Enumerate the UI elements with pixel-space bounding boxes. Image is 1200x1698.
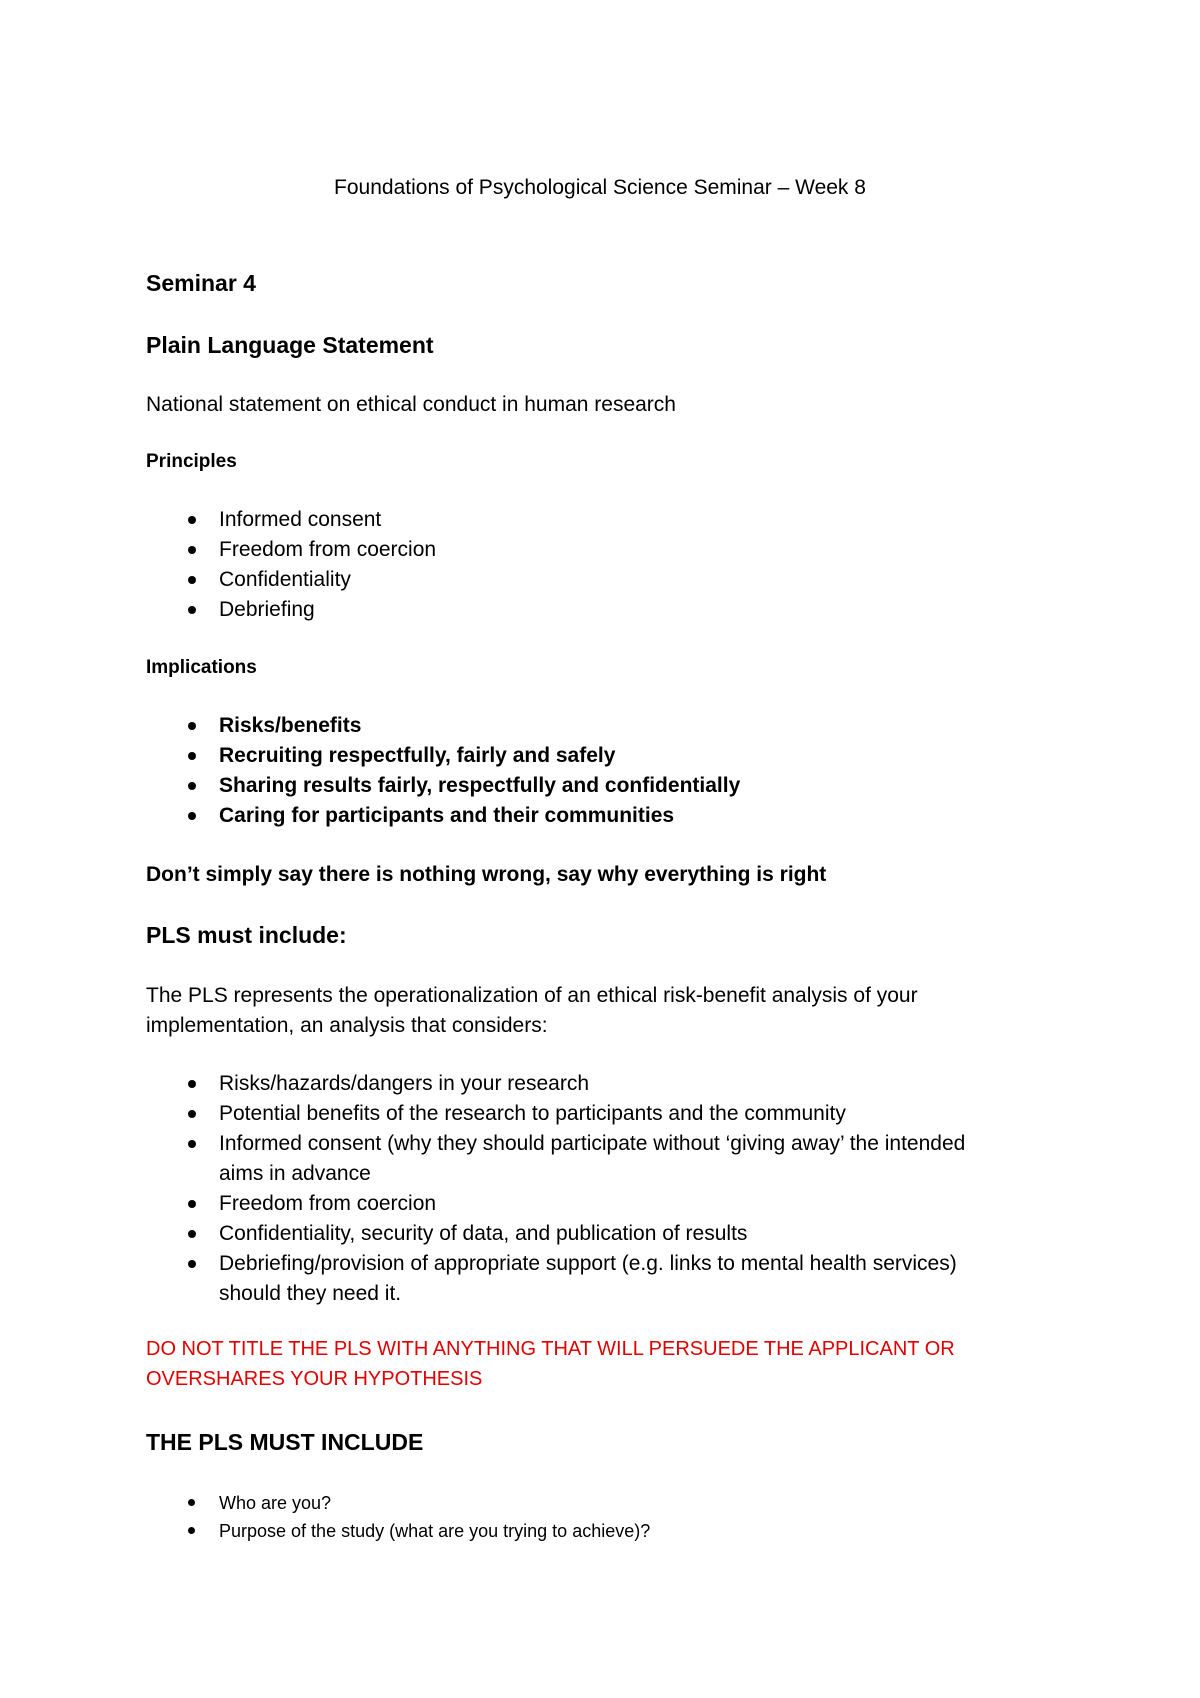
bullet-icon bbox=[188, 546, 196, 554]
seminar-heading: Seminar 4 bbox=[146, 270, 256, 296]
list-item-text: Recruiting respectfully, fairly and safely bbox=[219, 744, 616, 767]
list-item-text: Informed consent bbox=[219, 508, 382, 531]
document-title: Foundations of Psychological Science Seminar – Week 8 bbox=[334, 176, 866, 199]
list-item bbox=[146, 565, 436, 595]
bullet-icon bbox=[188, 722, 196, 730]
must-include-list bbox=[146, 1489, 650, 1545]
list-item-text: Who are you? bbox=[219, 1493, 332, 1513]
list-item-text-continued: should they need it. bbox=[219, 1282, 402, 1305]
bullet-icon bbox=[188, 752, 196, 760]
bullet-icon bbox=[188, 1230, 196, 1238]
list-item bbox=[146, 1189, 965, 1219]
list-item-text: Caring for participants and their communities bbox=[219, 804, 675, 827]
pls-represents-line-1: The PLS represents the operationalization of an ethical risk-benefit analysis of your bbox=[146, 984, 918, 1007]
plain-language-statement-heading: Plain Language Statement bbox=[146, 332, 434, 358]
national-statement-text: National statement on ethical conduct in human research bbox=[146, 393, 676, 416]
list-item bbox=[146, 1517, 650, 1545]
warning-line-1: DO NOT TITLE THE PLS WITH ANYTHING THAT WILL PERSUEDE THE APPLICANT OR bbox=[146, 1338, 955, 1360]
list-item-text-continued: aims in advance bbox=[219, 1162, 371, 1185]
list-item-text: Potential benefits of the research to participants and the community bbox=[219, 1102, 846, 1125]
list-item-text: Debriefing/provision of appropriate support (e.g. links to mental health services) bbox=[219, 1252, 957, 1275]
bullet-icon bbox=[188, 1260, 196, 1268]
list-item bbox=[146, 1249, 965, 1309]
principles-heading: Principles bbox=[146, 451, 237, 472]
bullet-icon bbox=[188, 1140, 196, 1148]
considerations-list bbox=[146, 1069, 965, 1309]
list-item-text: Freedom from coercion bbox=[219, 1192, 437, 1215]
warning-line-2: OVERSHARES YOUR HYPOTHESIS bbox=[146, 1368, 483, 1390]
pls-must-include-heading: PLS must include: bbox=[146, 922, 347, 948]
the-pls-must-include-heading: THE PLS MUST INCLUDE bbox=[146, 1429, 424, 1455]
bullet-icon bbox=[188, 812, 196, 820]
bullet-icon bbox=[188, 782, 196, 790]
bullet-icon bbox=[188, 1200, 196, 1208]
dont-simply-say-text: Don’t simply say there is nothing wrong, say why everything is right bbox=[146, 863, 827, 886]
list-item bbox=[146, 1489, 650, 1517]
list-item-text: Purpose of the study (what are you trying to achieve)? bbox=[219, 1521, 651, 1541]
list-item bbox=[146, 801, 740, 831]
list-item bbox=[146, 711, 740, 741]
bullet-icon bbox=[188, 1110, 196, 1118]
list-item bbox=[146, 505, 436, 535]
principles-list bbox=[146, 505, 436, 625]
list-item-text: Debriefing bbox=[219, 598, 315, 621]
bullet-icon bbox=[188, 516, 196, 524]
list-item-text: Confidentiality, security of data, and publication of results bbox=[219, 1222, 748, 1245]
list-item-text: Informed consent (why they should participate without ‘giving away’ the intended bbox=[219, 1132, 966, 1155]
list-item bbox=[146, 1069, 965, 1099]
bullet-icon bbox=[188, 1499, 195, 1506]
list-item bbox=[146, 595, 436, 625]
list-item bbox=[146, 741, 740, 771]
list-item bbox=[146, 1099, 965, 1129]
list-item bbox=[146, 771, 740, 801]
bullet-icon bbox=[188, 576, 196, 584]
list-item bbox=[146, 535, 436, 565]
list-item-text: Risks/benefits bbox=[219, 714, 362, 737]
pls-represents-line-2: implementation, an analysis that considers: bbox=[146, 1014, 548, 1037]
list-item bbox=[146, 1219, 965, 1249]
list-item-text: Confidentiality bbox=[219, 568, 351, 591]
bullet-icon bbox=[188, 1527, 195, 1534]
list-item-text: Freedom from coercion bbox=[219, 538, 437, 561]
implications-list bbox=[146, 711, 740, 831]
bullet-icon bbox=[188, 606, 196, 614]
list-item-text: Sharing results fairly, respectfully and confidentially bbox=[219, 774, 741, 797]
list-item bbox=[146, 1129, 965, 1189]
list-item-text: Risks/hazards/dangers in your research bbox=[219, 1072, 590, 1095]
bullet-icon bbox=[188, 1080, 196, 1088]
implications-heading: Implications bbox=[146, 657, 257, 678]
